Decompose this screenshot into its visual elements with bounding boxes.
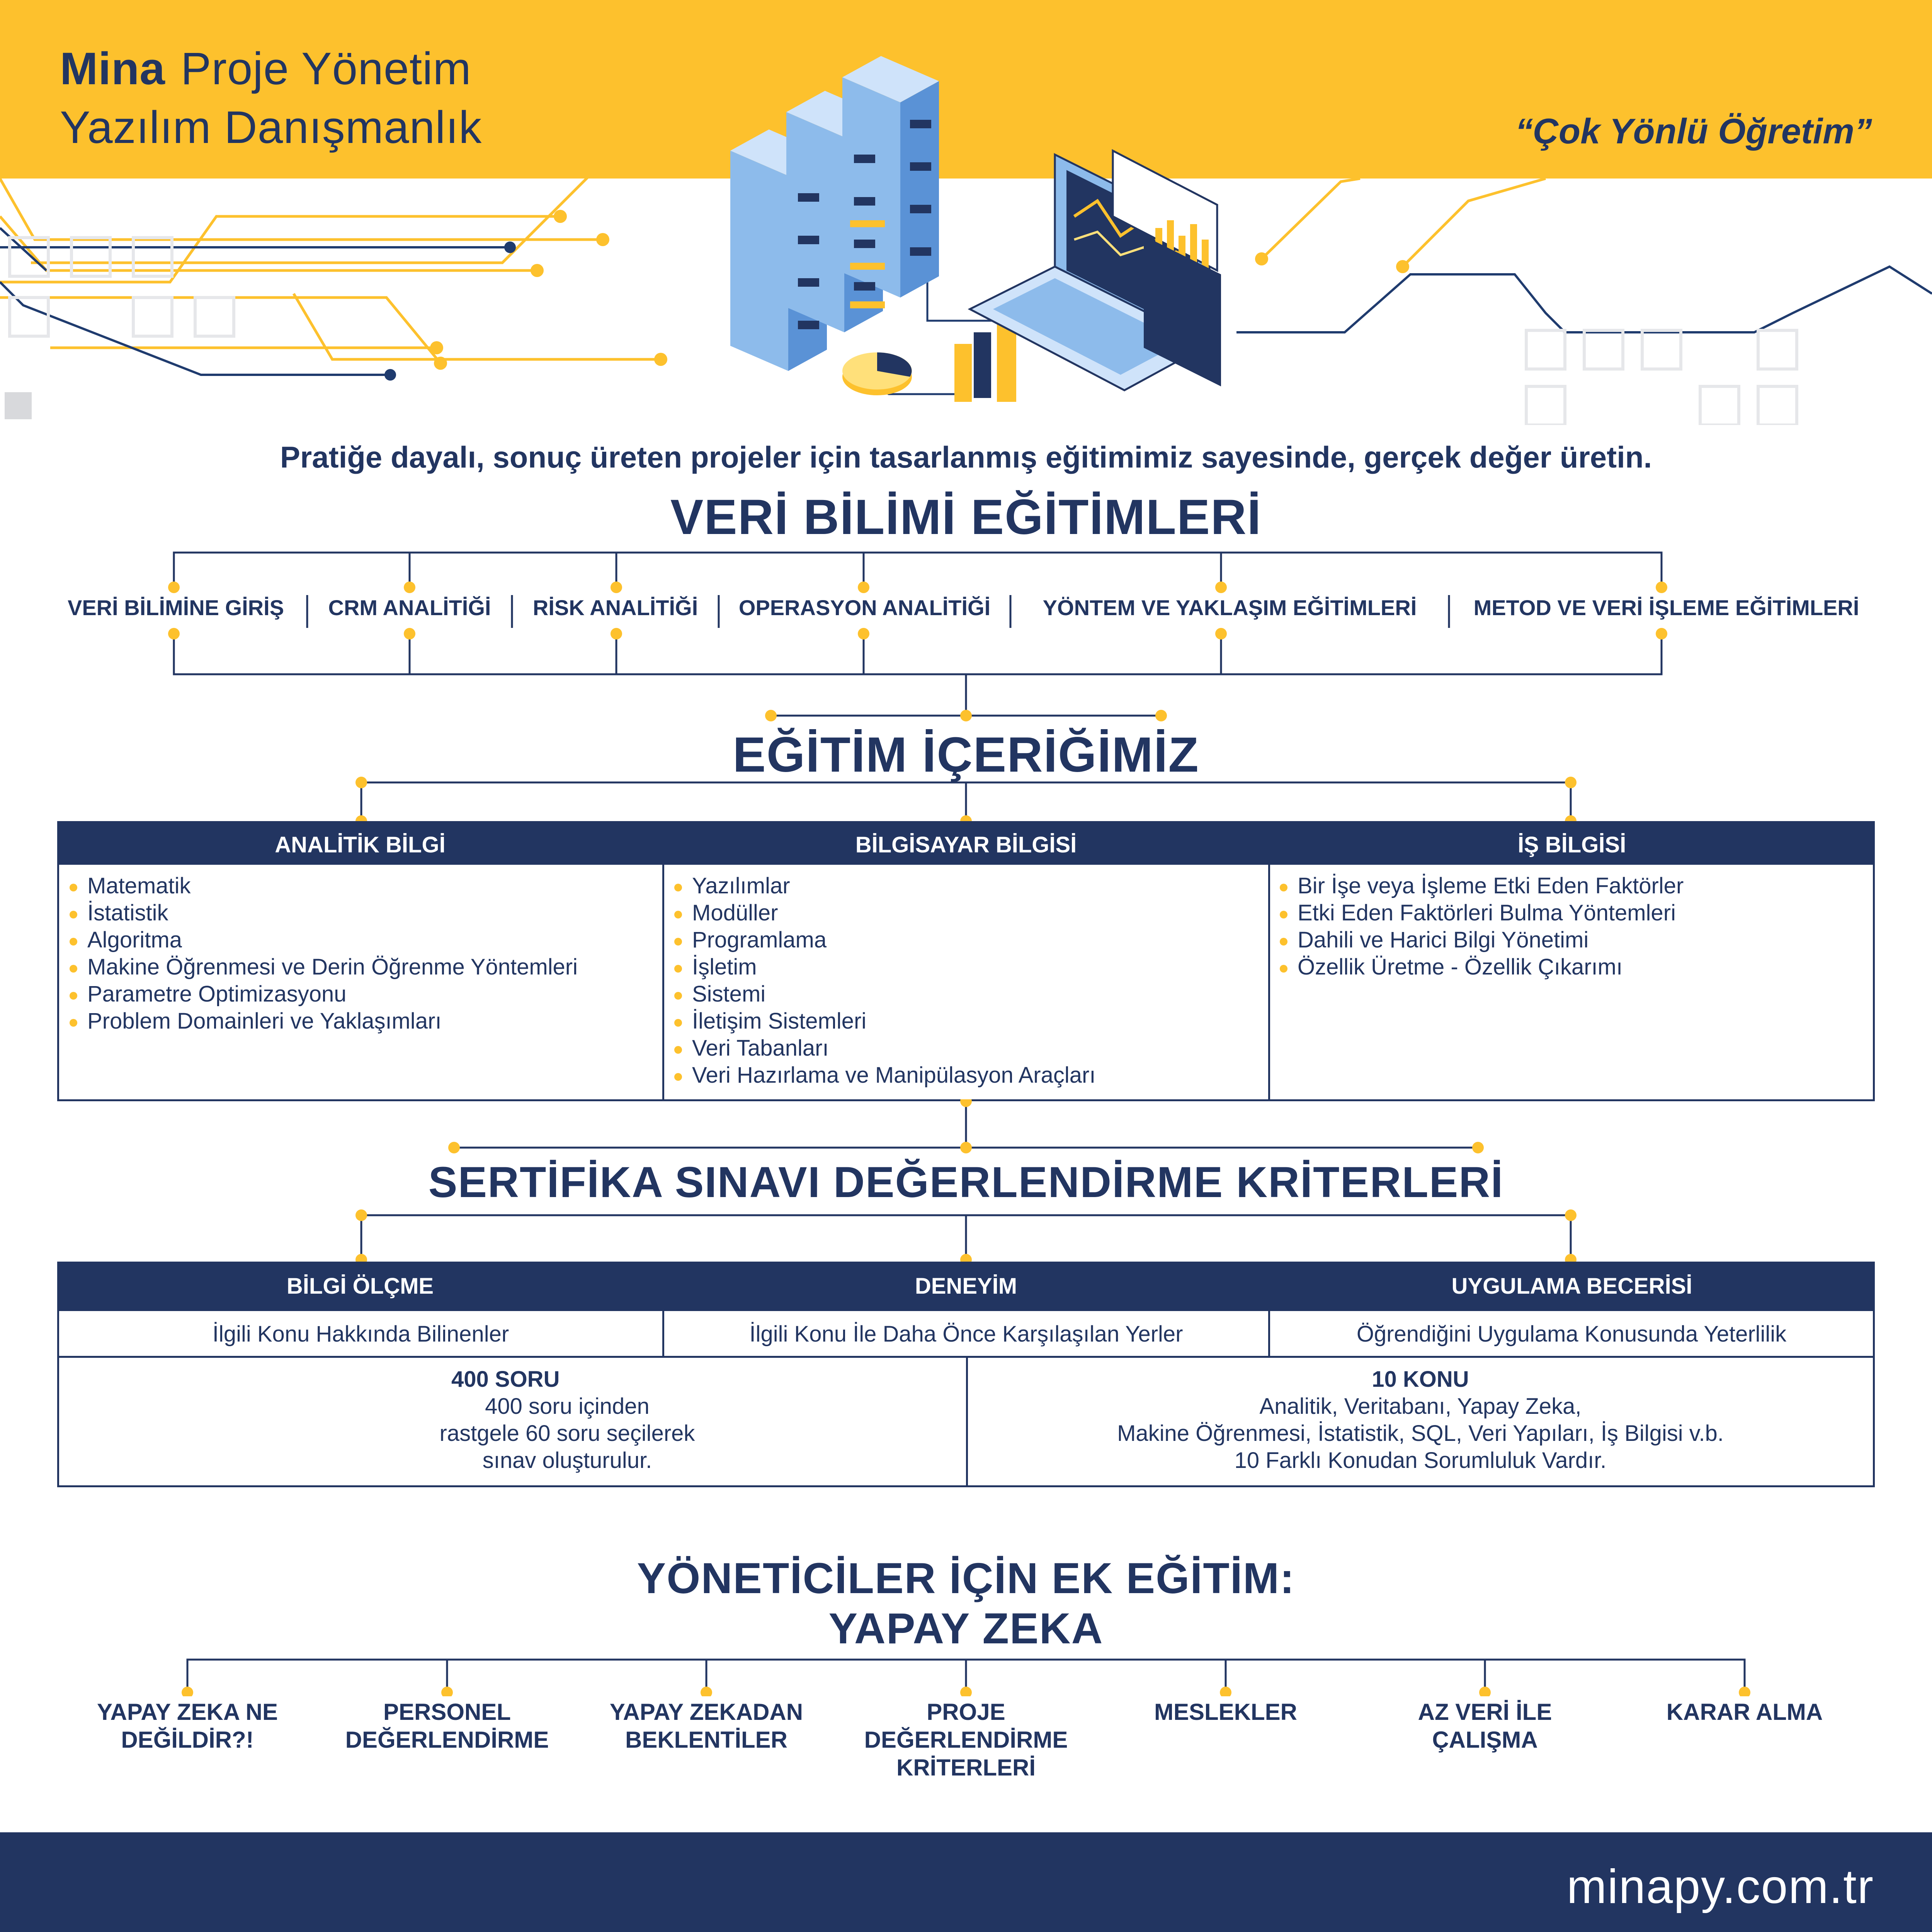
course-item: OPERASYON ANALİTİĞİ [738, 595, 991, 620]
list-item: Matematik [70, 872, 578, 900]
soru-title: 400 SORU [451, 1367, 560, 1392]
konu-info [966, 1366, 1875, 1474]
bullet-icon [674, 884, 682, 891]
konu-line: Makine Öğrenmesi, İstatistik, SQL, Veri Yapıları, İş Bilgisi v.b. [1117, 1421, 1724, 1446]
yonetici-connectors [0, 1650, 1932, 1696]
icerik-col-header: ANALİTİK BİLGİ [275, 832, 446, 857]
ai-topic: KARAR ALMA [1666, 1699, 1823, 1725]
course-item: RİSK ANALİTİĞİ [532, 595, 698, 620]
bullet-icon [674, 992, 682, 1000]
subtitle: Pratiğe dayalı, sonuç üreten projeler için tasarlanmış eğitimimiz sayesinde, gerçek değer üretin. [280, 440, 1652, 474]
bullet-icon [1280, 911, 1287, 918]
sertifika-col-header: DENEYİM [915, 1274, 1017, 1299]
icerik-col-header: BİLGİSAYAR BİLGİSİ [855, 832, 1077, 857]
sertifika-connectors [0, 1206, 1932, 1264]
list-item: İletişim Sistemleri [674, 1008, 1095, 1035]
bullet-icon [1280, 884, 1287, 891]
course-item: YÖNTEM VE YAKLAŞIM EĞİTİMLERİ [1043, 595, 1417, 620]
sertifika-top-connectors [0, 1099, 1932, 1155]
bullet-icon [70, 992, 77, 1000]
ai-topic: YAPAY ZEKADAN BEKLENTİLER [609, 1699, 803, 1753]
konu-line: Analitik, Veritabanı, Yapay Zeka, [1259, 1394, 1582, 1419]
list-item: Veri Tabanları [674, 1035, 1095, 1062]
ai-topic: MESLEKLER [1154, 1699, 1298, 1725]
konu-title: 10 KONU [1372, 1367, 1469, 1392]
course-item: VERİ BİLİMİNE GİRİŞ [67, 595, 284, 620]
bar-chart-icon [954, 325, 1016, 402]
server-laptop-illustration [726, 54, 1229, 410]
bullet-icon [70, 965, 77, 973]
website-link[interactable]: minapy.com.tr [1566, 1860, 1874, 1913]
sertifika-col-header: UYGULAMA BECERİSİ [1451, 1274, 1692, 1299]
brand-name: Mina [60, 43, 165, 94]
bullet-icon [674, 1019, 682, 1027]
list-item: Programlama [674, 927, 1095, 954]
brand-line-2: Yazılım Danışmanlık [60, 102, 482, 153]
bullet-icon [70, 884, 77, 891]
egitim-icerigi-title: EĞİTİM İÇERİĞİMİZ [733, 727, 1199, 782]
list-item: Parametre Optimizasyonu [70, 981, 578, 1008]
bullet-icon [674, 965, 682, 973]
bullet-icon [674, 938, 682, 946]
bullet-icon [1280, 965, 1287, 973]
course-item: CRM ANALİTİĞİ [328, 595, 491, 620]
ai-topic: PERSONEL DEĞERLENDİRME [345, 1699, 549, 1753]
veri-bilimi-connectors [0, 541, 1932, 734]
yonetici-title: YÖNETİCİLER İÇİN EK EĞİTİM: [637, 1554, 1295, 1602]
criteria-cell: İlgili Konu Hakkında Bilinenler [57, 1309, 664, 1358]
ai-topic: AZ VERİ İLE ÇALIŞMA [1418, 1699, 1552, 1753]
list-item: Dahili ve Harici Bilgi Yönetimi [1280, 927, 1684, 954]
soru-line: rastgele 60 soru seçilerek [439, 1421, 695, 1446]
sertifika-col-header: BİLGİ ÖLÇME [286, 1274, 434, 1299]
server-rack-icon [730, 56, 939, 371]
ai-topic: PROJE DEĞERLENDİRME KRİTERLERİ [864, 1699, 1068, 1781]
list-item: Yazılımlar [674, 872, 1095, 900]
bilgisayar-list [674, 872, 1095, 1089]
list-item: Özellik Üretme - Özellik Çıkarımı [1280, 954, 1684, 981]
bullet-icon [70, 911, 77, 918]
list-item: Bir İşe veya İşleme Etki Eden Faktörler [1280, 872, 1684, 900]
soru-info [57, 1366, 966, 1474]
icerik-connectors [0, 773, 1932, 827]
bullet-icon [674, 911, 682, 918]
list-item: Etki Eden Faktörleri Bulma Yöntemleri [1280, 900, 1684, 927]
bullet-icon [1280, 938, 1287, 946]
brand-rest: Proje Yönetim [180, 43, 471, 94]
list-item: Makine Öğrenmesi ve Derin Öğrenme Yöntemleri [70, 954, 578, 981]
soru-line: 400 soru içinden [485, 1394, 650, 1419]
konu-line: 10 Farklı Konudan Sorumluluk Vardır. [1234, 1448, 1607, 1473]
yapay-zeka-title: YAPAY ZEKA [828, 1604, 1104, 1653]
criteria-cell: İlgili Konu İle Daha Önce Karşılaşılan Yerler [662, 1309, 1270, 1358]
list-item: Algoritma [70, 927, 578, 954]
list-item: Modüller [674, 900, 1095, 927]
list-item: Veri Hazırlama ve Manipülasyon Araçları [674, 1062, 1095, 1089]
course-item: METOD VE VERİ İŞLEME EĞİTİMLERİ [1473, 595, 1859, 620]
veri-bilimi-title: VERİ BİLİMİ EĞİTİMLERİ [670, 490, 1262, 545]
criteria-cell: Öğrendiğini Uygulama Konusunda Yeterlilik [1268, 1309, 1875, 1358]
tagline: “Çok Yönlü Öğretim” [1515, 112, 1872, 151]
bullet-icon [70, 1019, 77, 1027]
pie-chart-icon [842, 352, 912, 395]
list-item: Sistemi [674, 981, 1095, 1008]
sertifika-title: SERTİFİKA SINAVI DEĞERLENDİRME KRİTERLERİ [428, 1158, 1504, 1206]
list-item: İşletim [674, 954, 1095, 981]
bullet-icon [674, 1046, 682, 1054]
list-item: İstatistik [70, 900, 578, 927]
icerik-col-header: İŞ BİLGİSİ [1517, 832, 1626, 857]
bullet-icon [674, 1073, 682, 1081]
bullet-icon [70, 938, 77, 946]
ai-topic: YAPAY ZEKA NE DEĞİLDİR?! [97, 1699, 278, 1753]
analitik-list [70, 872, 578, 1035]
soru-line: sınav oluşturulur. [482, 1448, 652, 1473]
is-bilgisi-list [1280, 872, 1684, 981]
list-item: Problem Domainleri ve Yaklaşımları [70, 1008, 578, 1035]
